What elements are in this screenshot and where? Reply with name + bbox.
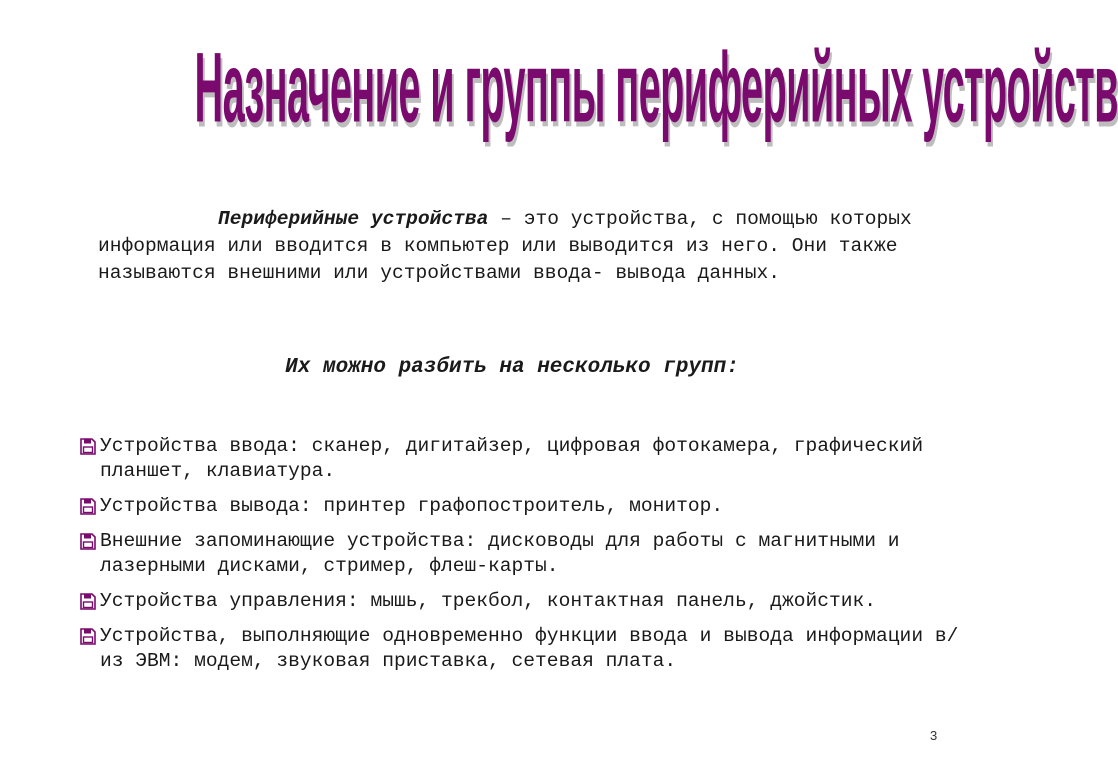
slide-title: Назначение и группы периферийных устройств: [194, 31, 1118, 144]
group-text: Устройства вывода: принтер графопостроитель, монитор.: [100, 495, 724, 517]
group-list: [80, 434, 960, 684]
floppy-disk-icon: [80, 438, 96, 455]
list-item: [80, 494, 960, 519]
intro-paragraph: [98, 206, 958, 287]
page-number: 3: [930, 728, 938, 743]
groups-heading: Их можно разбить на несколько групп:: [285, 356, 739, 379]
floppy-disk-icon: [80, 533, 96, 550]
group-text: Устройства управления: мышь, трекбол, контактная панель, джойстик.: [100, 590, 877, 612]
intro-term: Периферийные устройства: [218, 208, 489, 230]
group-text: Устройства ввода: сканер, дигитайзер, цифровая фотокамера, графический планшет, клавиатура.: [100, 435, 924, 482]
list-item: [80, 434, 960, 484]
list-item: [80, 589, 960, 614]
group-text: Устройства, выполняющие одновременно функции ввода и вывода информации в/из ЭВМ: модем, звуковая приставка, сетевая плата.: [100, 625, 959, 672]
floppy-disk-icon: [80, 628, 96, 645]
floppy-disk-icon: [80, 498, 96, 515]
list-item: [80, 529, 960, 579]
intro-definition: – это устройства, с помощью которых информация или вводится в компьютер или выводится из него. Они также называются внешними или устройствами ввода- вывода данных.: [98, 208, 912, 284]
list-item: [80, 624, 960, 674]
group-text: Внешние запоминающие устройства: дисководы для работы с магнитными и лазерными дисками, стример, флеш-карты.: [100, 530, 900, 577]
floppy-disk-icon: [80, 593, 96, 610]
